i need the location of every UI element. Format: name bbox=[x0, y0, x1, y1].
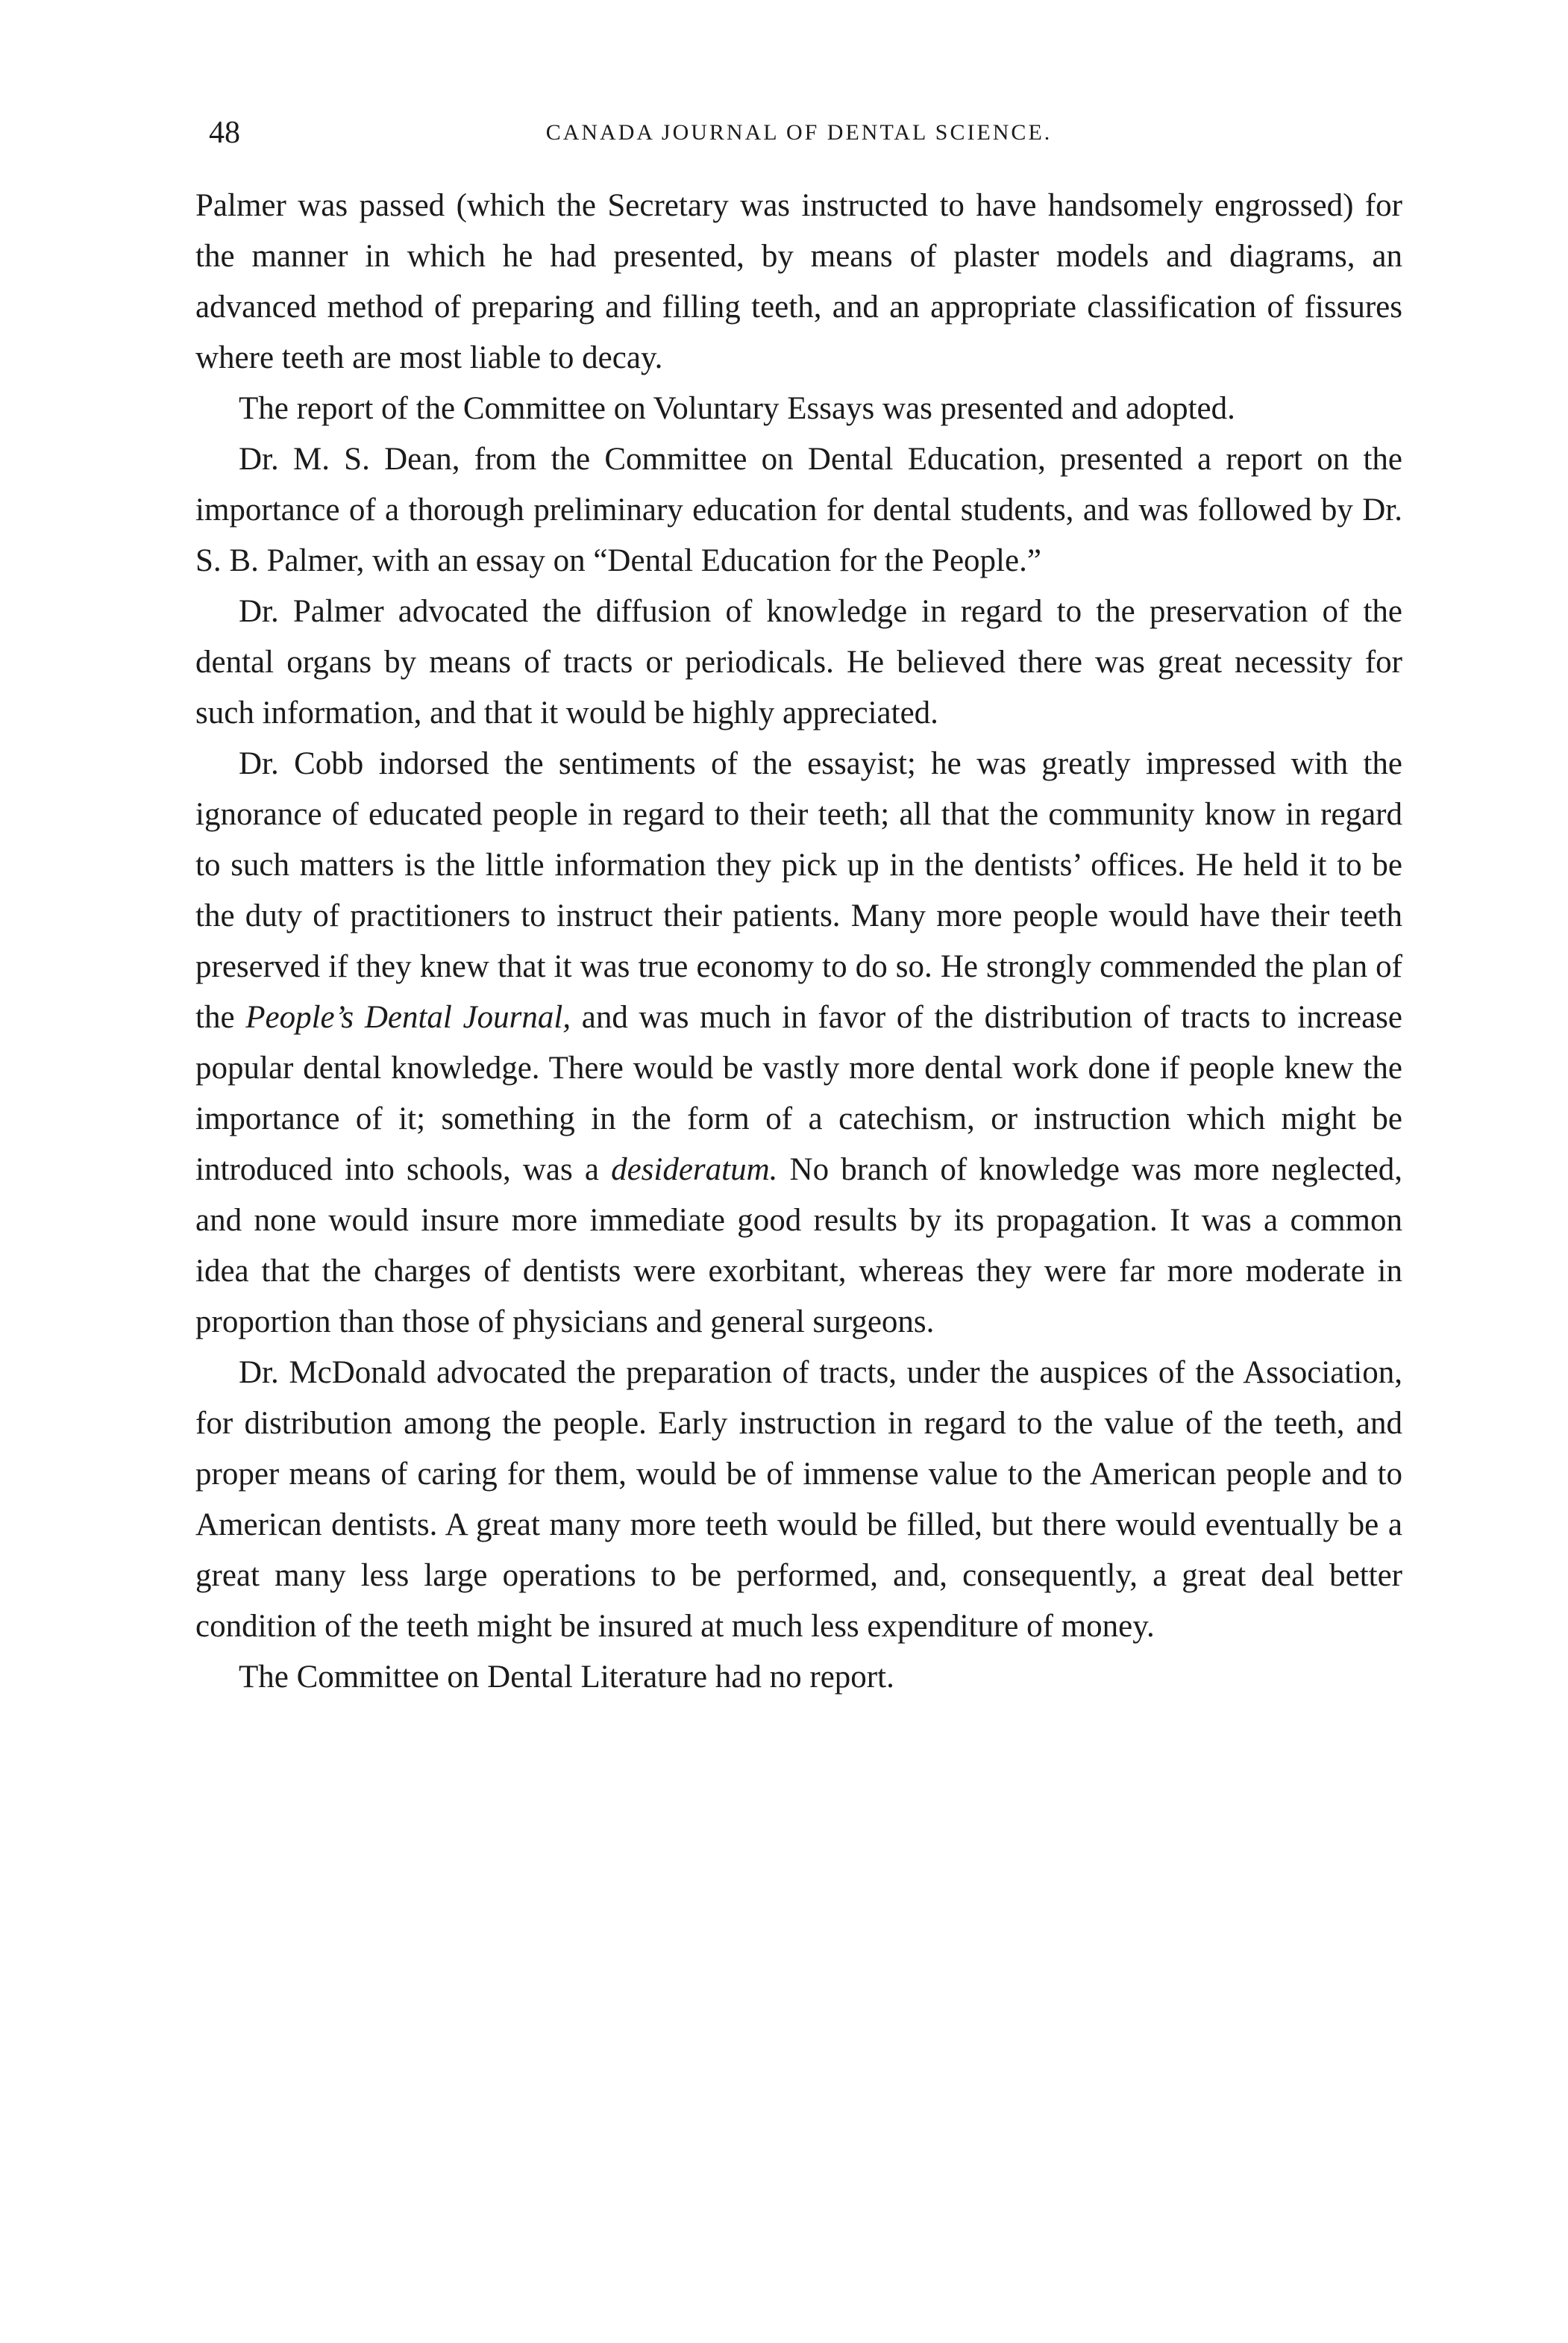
paragraph-voluntary-essays: The report of the Committee on Voluntary Essays was presented and adopted. bbox=[239, 391, 1235, 426]
cobb-text-part-2: and was much in favor of the distribution of tracts to increase popular dental knowledge. There would be vastly more dental work done if people knew the importance of it; something in the form of a catechism, or instruction which might be introduced into schools, was a bbox=[195, 1000, 1402, 1187]
paragraph-mcdonald-remarks: Dr. McDonald advocated the preparation of tracts, under the auspices of the Association, for distribution among the people. Early instruction in regard to the value of the teeth, and proper means of caring for them, would be of immense value to the American people and to American dentists. A great many more teeth would be filled, but there would eventually be a great many less large operations to be performed, and, consequently, a great deal better condition of the teeth might be insured at much less expenditure of money. bbox=[195, 1355, 1402, 1644]
paragraph-palmer-vote: Palmer was passed (which the Secretary was instructed to have handsomely engrossed) for the manner in which he had presented, by means of plaster models and diagrams, an advanced method of preparing and filling teeth, and an appropriate classification of fissures where teeth are most liable to decay. bbox=[195, 188, 1402, 375]
peoples-dental-journal-title: People’s Dental Journal, bbox=[245, 1000, 571, 1035]
paragraph-cobb-remarks bbox=[195, 739, 1402, 1348]
paragraph-dean-report: Dr. M. S. Dean, from the Committee on Dental Education, presented a report on the importance of a thorough preliminary education for dental students, and was followed by Dr. S. B. Palmer, with an essay on “Dental Education for the People.” bbox=[195, 442, 1402, 578]
page-number: 48 bbox=[209, 116, 240, 150]
cobb-text-part-1: Dr. Cobb indorsed the sentiments of the essayist; he was greatly impressed with the ignorance of educated people in regard to their teeth; all that the community know in regard to such matters is the little information they pick up in the dentists’ offices. He held it to be the duty of practitioners to instruct their patients. Many more people would have their teeth preserved if they knew that it was true economy to do so. He strongly commended the plan of the bbox=[195, 746, 1402, 1035]
paragraph-dental-literature: The Committee on Dental Literature had no report. bbox=[239, 1660, 894, 1695]
journal-title: CANADA JOURNAL OF DENTAL SCIENCE. bbox=[545, 120, 1053, 145]
paragraph-palmer-advocacy: Dr. Palmer advocated the diffusion of knowledge in regard to the preservation of the dental organs by means of tracts or periodicals. He believed there was great necessity for such information, and that it would be highly appreciated. bbox=[195, 594, 1402, 731]
desideratum-term: desideratum. bbox=[611, 1152, 778, 1187]
running-head bbox=[195, 110, 1402, 155]
body-text bbox=[195, 181, 1402, 1703]
cobb-text-part-3: No branch of knowledge was more neglected, and none would insure more immediate good results by its propagation. It was a common idea that the charges of dentists were exorbitant, whereas they were far more moderate in proportion than those of physicians and general surgeons. bbox=[195, 1152, 1402, 1339]
book-page bbox=[195, 110, 1402, 2297]
